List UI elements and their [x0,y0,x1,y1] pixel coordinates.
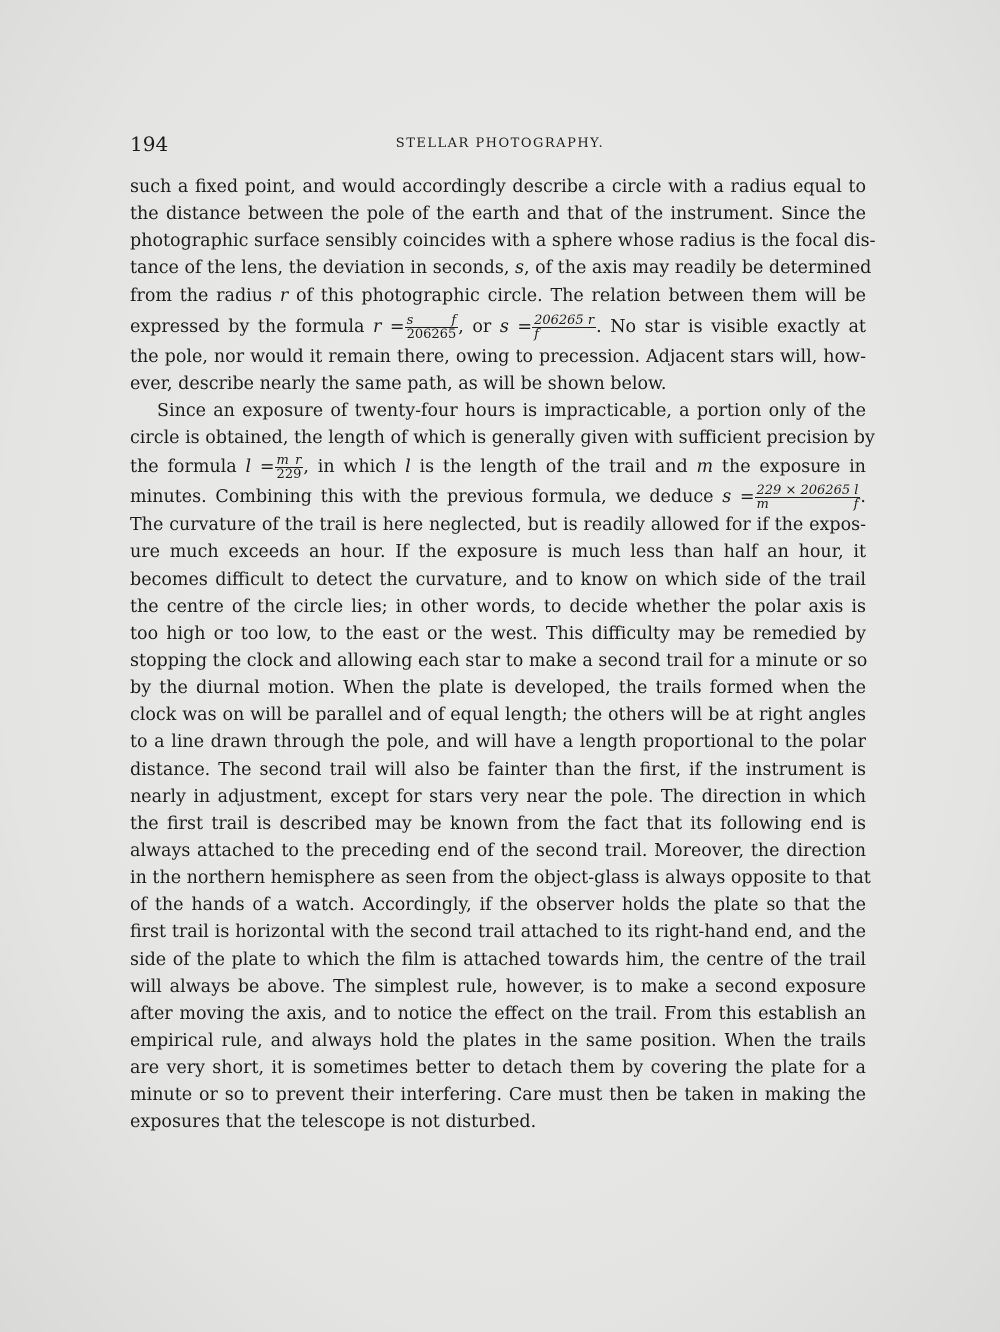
text-line: nearly in adjustment, except for stars very near the pole. The direction in which [130,786,866,807]
variable-m: m [696,457,714,478]
text-line: the centre of the circle lies; in other words, to decide whether the polar axis is [130,596,866,617]
formula-end: . [860,487,866,508]
text-line: empirical rule, and always hold the plates in the same position. When the trails [130,1030,866,1051]
text-line: circle is obtained, the length of which is generally given with sufficient precision by [130,428,875,449]
fraction-denominator: m f [756,497,859,513]
text-line: photographic surface sensibly coincides with a sphere whose radius is the focal dis- [130,231,876,252]
fraction-denominator: 206265 [406,326,457,342]
formula-end: . [596,316,602,337]
text-span: No star is visible exactly at [610,316,866,337]
variable-r: r [279,285,289,306]
fraction-numerator: 206265 r [534,312,595,328]
page-header [130,132,870,162]
text-line: the distance between the pole of the earth and that of the instrument. Since the [130,204,866,225]
formula-lhs: s = [499,316,533,337]
text-span: minutes. Combining this with the previous formula, we deduce [130,487,714,508]
text-span: of this photographic circle. The relation between them will be [295,285,866,306]
text-line: are very short, it is sometimes better to detach them by covering the plate for a [130,1058,866,1079]
text-line: clock was on will be parallel and of equal length; the others will be at right angles [130,705,866,726]
fraction-numerator: 229 × 206265 l [756,483,859,499]
text-line: in the northern hemisphere as seen from the object-glass is always opposite to that [130,868,871,889]
text-line [130,283,866,310]
text-span: is the length of the trail and [419,457,688,478]
text-line [130,255,872,282]
text-line: first trail is horizontal with the second trail attached to its right-hand end, and the [130,922,866,943]
variable-s: s [514,258,524,279]
text-span: expressed by the formula [130,316,365,337]
fraction [532,314,596,341]
text-line-formula [130,482,866,512]
text-line: after moving the axis, and to notice the effect on the trail. From this establish an [130,1003,866,1024]
text-line-formula [130,310,866,344]
text-line: becomes difficult to detect the curvature, and to know on which side of the trail [130,569,866,590]
text-line: too high or too low, to the east or the west. This difficulty may be remedied by [130,623,866,644]
text-line: the pole, nor would it remain there, owing to precession. Adjacent stars will, how- [130,346,866,367]
text-line: always attached to the preceding end of the second trail. Moreover, the direction [130,840,866,861]
fraction-numerator: m r [276,453,302,469]
text-span: tance of the lens, the deviation in seconds, [130,258,510,279]
variable-l: l [405,457,411,478]
text-span: the exposure in [721,457,866,478]
fraction-denominator: f [534,326,539,342]
fraction [755,484,861,511]
text-line: such a fixed point, and would accordingly describe a circle with a radius equal to [130,177,866,197]
formula-separator: , or [458,316,492,337]
text-span: the formula [130,457,237,478]
text-line: distance. The second trail will also be fainter than the first, if the instrument is [130,759,866,780]
text-line: of the hands of a watch. Accordingly, if the observer holds the plate so that the [130,895,866,916]
text-line: minute or so to prevent their interfering. Care must then be taken in making the [130,1085,866,1106]
fraction [275,454,304,481]
fraction-denominator: 229 [276,467,302,483]
formula-lhs: l = [245,457,275,478]
text-line-formula [130,452,866,482]
text-line: will always be above. The simplest rule, however, is to make a second exposure [130,976,866,997]
text-line: the first trail is described may be known from the fact that its following end is [130,813,866,834]
text-line: ever, describe nearly the same path, as will be shown below. [130,373,667,394]
text-span: , of the axis may readily be determined [523,258,872,279]
text-line: by the diurnal motion. When the plate is developed, the trails formed when the [130,678,866,699]
text-line: to a line drawn through the pole, and will have a length proportional to the polar [130,732,866,753]
body-text [130,174,876,1137]
text-line: side of the plate to which the film is attached towards him, the centre of the trail [130,949,866,970]
text-line: ure much exceeds an hour. If the exposure is much less than half an hour, it [130,542,866,563]
fraction-numerator: s f [406,312,457,328]
page-number: 194 [130,132,169,156]
text-line: stopping the clock and allowing each star to make a second trail for a minute or so [130,650,868,671]
running-title: STELLAR PHOTOGRAPHY. [395,136,605,151]
text-line: The curvature of the trail is here neglected, but is readily allowed for if the expos- [130,515,866,536]
fraction [405,314,459,341]
text-line: exposures that the telescope is not disturbed. [130,1112,537,1133]
text-line: Since an exposure of twenty-four hours is impracticable, a portion only of the [157,400,866,421]
text-span: from the radius [130,285,273,306]
formula-lhs: r = [372,316,405,337]
formula-lhs: s = [722,487,755,508]
text-span: , in which [303,457,397,478]
